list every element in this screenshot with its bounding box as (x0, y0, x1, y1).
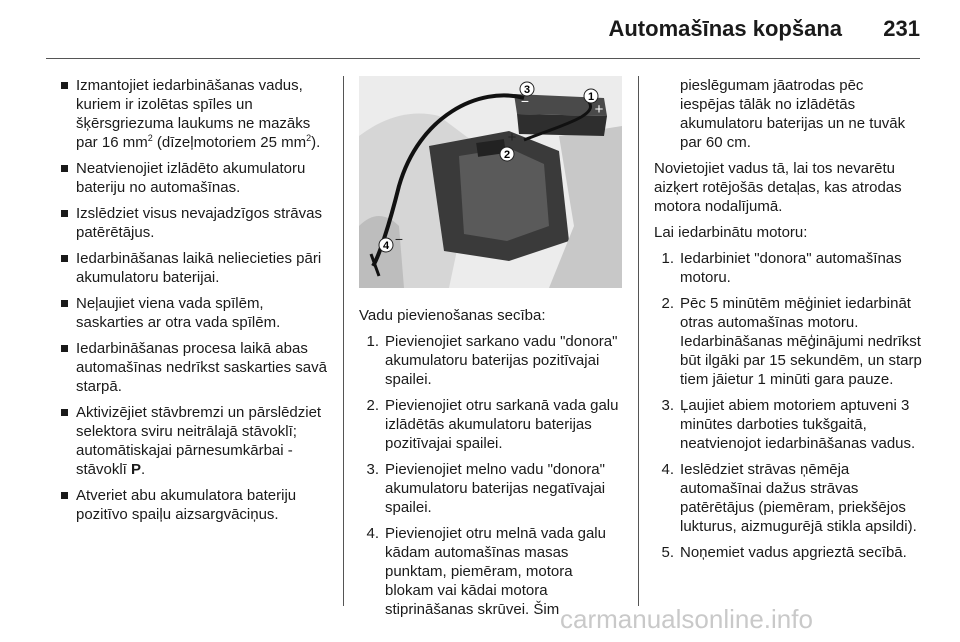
continuation-text: pieslēgumam jāatrodas pēc iespējas tālāk no izlādētās akumulatoru baterijas un ne tuvāk par 60 cm. (680, 77, 906, 151)
svg-text:1: 1 (587, 91, 595, 103)
column-right (654, 76, 922, 569)
list-item: Izslēdziet visus nevajadzīgos strāvas patērētājus. (60, 204, 330, 242)
page-number: 231 (883, 16, 920, 41)
list-item: 1. Pievienojiet sarkano vadu "donora" akumulatoru baterijas pozitīvajai spailei. (366, 333, 618, 388)
list-item: 3. Pievienojiet melno vadu "donora" akumulatoru baterijas negatīvajai spailei. (366, 461, 606, 516)
svg-text:+: + (594, 101, 604, 118)
column-divider (343, 76, 344, 606)
svg-text:3: 3 (523, 84, 531, 96)
paragraph: Lai iedarbinātu motoru: (654, 224, 808, 241)
section-intro: Vadu pievienošanas secība: (359, 307, 546, 324)
list-item: Iedarbināšanas procesa laikā abas automašīnas nedrīkst saskarties savā starpā. (60, 339, 330, 396)
watermark: carmanualsonline.info (560, 604, 813, 634)
paragraph: Novietojiet vadus tā, lai tos nevarētu aizķert rotējošās detaļas, kas atrodas motora nodalījumā. (654, 160, 902, 215)
list-item: Neļaujiet viena vada spīlēm, saskarties ar otra vada spīlēm. (60, 294, 330, 332)
svg-text:2: 2 (503, 149, 511, 161)
list-item: 1. Iedarbiniet "donora" automašīnas motoru. (661, 250, 902, 286)
list-item: 2. Pievienojiet otru sarkanā vada galu izlādētās akumulatoru baterijas pozitīvajai spailei. (366, 397, 619, 452)
header-rule (46, 58, 920, 59)
page-header (0, 0, 960, 62)
list-item: Izmantojiet iedarbināšanas vadus, kuriem ir izolētas spīles un šķērsgriezuma laukums ne mazāks par 16 $mm^2$ (dīzeļmotoriem 25 $mm^2$). (60, 76, 330, 152)
svg-text:4: 4 (382, 240, 390, 252)
column-left (60, 76, 330, 531)
list-item: 4. Ieslēdziet strāvas ņēmēja automašīnai dažus strāvas patērētājus (piemēram, priekšējos lukturus, aizmugurējā stikla apsildi). (661, 461, 917, 535)
column-middle (359, 76, 622, 626)
list-item: Atveriet abu akumulatora bateriju pozitīvo spaiļu aizsargvāciņus. (60, 486, 330, 524)
list-item: 3. Ļaujiet abiem motoriem aptuveni 3 minūtes darboties tukšgaitā, neatvienojot iedarbināšanas vadus. (661, 397, 916, 452)
page-title: Automašīnas kopšana (608, 16, 842, 41)
list-item: Aktivizējiet stāvbremzi un pārslēdziet selektora sviru neitrālajā stāvoklī; automātiskajai pārnesumkārbai - stāvoklī P. (60, 403, 330, 479)
battery-jump-illustration (359, 76, 622, 288)
list-item: Neatvienojiet izlādēto akumulatoru bateriju no automašīnas. (60, 159, 330, 197)
list-item: Iedarbināšanas laikā neliecieties pāri akumulatoru baterijai. (60, 249, 330, 287)
svg-text:−: − (394, 231, 404, 247)
list-item: 2. Pēc 5 minūtēm mēģiniet iedarbināt otras automašīnas motoru. Iedarbināšanas mēģinājumi nedrīkst būt ilgāki par 15 sekundēm, un starp tiem jāietur 1 minūti gara pauze. (661, 295, 922, 388)
list-item: 5. Noņemiet vadus apgrieztā secībā. (661, 544, 907, 561)
column-divider (638, 76, 639, 606)
svg-text:−: − (520, 93, 530, 109)
svg-text:+: + (507, 129, 517, 146)
list-item: 4. Pievienojiet otru melnā vada galu kādam automašīnas masas punktam, piemēram, motora blokam vai kādai motora stiprināšanas skrūvei. Šim (366, 525, 606, 618)
